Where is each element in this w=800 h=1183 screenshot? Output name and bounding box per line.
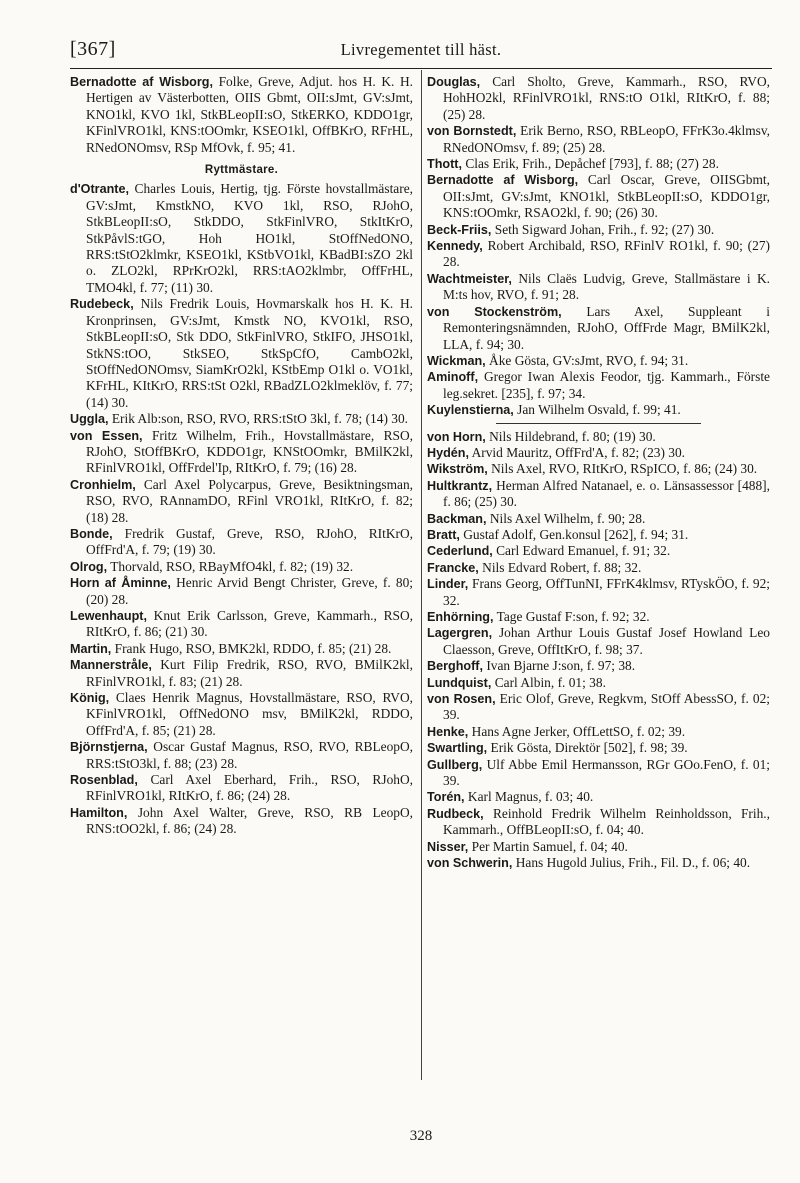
entry-details: Thorvald, RSO, RBayMfO4kl, f. 82; (19) 32.: [107, 558, 354, 574]
entry-name: Olrog,: [70, 559, 108, 574]
roster-entry: [70, 739, 413, 772]
entry-details: Gustaf Adolf, Gen.konsul [262], f. 94; 31.: [459, 526, 689, 542]
entry-details: Carl Oscar, Greve, OIISGbmt, OII:sJmt, GV:sJmt, KNO1kl, StkBLeopII:sO, KDDO1gr, KNS:tOOmkr, RSAO2kl, f. 90; (26) 30.: [443, 172, 770, 221]
entry-details: Erik Gösta, Direktör [502], f. 98; 39.: [487, 740, 688, 756]
entry-name: Bernadotte af Wisborg,: [70, 75, 213, 89]
entry-name: Gullberg,: [427, 757, 483, 772]
roster-entry: [427, 543, 770, 559]
roster-entry: [427, 675, 770, 691]
entry-name: Wachtmeister,: [427, 271, 512, 286]
entry-details: Kurt Filip Fredrik, RSO, RVO, BMilK2kl, RFinlVRO1kl, f. 83; (21) 28.: [86, 657, 413, 689]
right-column: [427, 74, 770, 872]
roster-entry: [70, 772, 413, 805]
roster-entry: [427, 691, 770, 724]
entry-details: Nils Fredrik Louis, Hovmarskalk hos H. K. H. Kronprinsen, GV:sJmt, Kmstk NO, KVO1kl, RSO, StkBLeopII:sO, Stk DDO, StkFinlVRO, StkIFO, JHSO1kl, StkNS:tOO, StkSEO, StkSpCfO, CambO2kl, StOffNedONOmsv, SiamKrO2kl, KStbEmp O1kl o. VO1kl, KFrHL, KItKrO, RRS:tSt O2kl, RBadZLO2klmeklöv, f. 77; (14) 30.: [86, 296, 413, 410]
entry-details: Robert Archibald, RSO, RFinlV RO1kl, f. 90; (27) 28.: [443, 238, 770, 270]
left-column: [70, 74, 413, 838]
entry-details: Carl Edward Emanuel, f. 91; 32.: [492, 543, 671, 559]
entry-name: Hydén,: [427, 445, 469, 460]
entry-name: Douglas,: [427, 75, 481, 89]
entry-name: Bratt,: [427, 527, 460, 542]
entry-name: von Schwerin,: [427, 856, 513, 871]
entry-name: Hultkrantz,: [427, 478, 493, 493]
entry-name: Bernadotte af Wisborg,: [427, 173, 579, 188]
entry-name: Lundquist,: [427, 675, 492, 690]
entry-details: Nils Claës Ludvig, Greve, Stallmästare i K. M:ts hov, RVO, f. 91; 28.: [443, 270, 770, 303]
entry-details: Reinhold Fredrik Wilhelm Reinholdsson, Frih., Kammarh., OffBLeopII:sO, f. 04; 40.: [443, 805, 770, 838]
roster-entry: [70, 657, 413, 690]
entry-details: Ivan Bjarne J:son, f. 97; 38.: [482, 658, 636, 674]
roster-entry: [427, 609, 770, 625]
entry-name: Kennedy,: [427, 239, 483, 254]
roster-entry: [427, 757, 770, 790]
roster-entry: [427, 724, 770, 740]
roster-entry: [427, 560, 770, 576]
roster-entry: [427, 445, 770, 461]
entry-details: Erik Berno, RSO, RBLeopO, FFrK3o.4klmsv, RNedONOmsv, f. 89; (25) 28.: [443, 123, 770, 155]
entry-details: Arvid Mauritz, OffFrd'A, f. 82; (23) 30.: [469, 444, 686, 460]
roster-entry: [427, 789, 770, 805]
entry-name: Rudbeck,: [427, 806, 484, 821]
entry-name: Wickman,: [427, 353, 486, 368]
entry-name: Nisser,: [427, 839, 469, 854]
roster-entry: [427, 461, 770, 477]
entry-details: Karl Magnus, f. 03; 40.: [464, 789, 594, 805]
page-title: Livregementet till häst.: [340, 40, 502, 59]
roster-entry: [427, 238, 770, 271]
entry-name: Thott,: [427, 157, 462, 172]
roster-entry: [70, 690, 413, 739]
entry-name: Wikström,: [427, 462, 488, 477]
entry-details: Nils Edvard Robert, f. 88; 32.: [478, 559, 642, 575]
entry-name: Backman,: [427, 511, 487, 526]
roster-entry: [427, 478, 770, 511]
entry-name: Hamilton,: [70, 805, 128, 820]
entry-name: Lewenhaupt,: [70, 609, 147, 623]
entry-details: Frank Hugo, RSO, BMK2kl, RDDO, f. 85; (21) 28.: [111, 640, 392, 656]
entry-details: Johan Arthur Louis Gustaf Josef Howland Leo Claesson, Greve, OffItKrO, f. 98; 37.: [443, 625, 770, 657]
entry-details: Frans Georg, OffTunNI, FFrK4klmsv, RTyskÖO, f. 92; 32.: [443, 576, 770, 608]
roster-entry: [70, 428, 413, 477]
entry-details: Hans Agne Jerker, OffLettSO, f. 02; 39.: [468, 723, 686, 739]
header-rule: [70, 68, 772, 69]
entry-name: von Horn,: [427, 429, 486, 444]
entry-details: Seth Sigward Johan, Frih., f. 92; (27) 30.: [491, 221, 715, 237]
roster-entry: [427, 806, 770, 839]
roster-entry: [70, 296, 413, 411]
entry-details: Jan Wilhelm Osvald, f. 99; 41.: [513, 402, 681, 418]
roster-entry: [70, 181, 413, 296]
entry-details: Fritz Wilhelm, Frih., Hovstallmästare, RSO, RJohO, StOffBKrO, KDDO1gr, KNStOOmkr, BMilK2kl, RFinlVRO1kl, OffFrdel'Ip, RItKrO, f. 79; (16) 28.: [86, 427, 413, 476]
roster-entry: [427, 172, 770, 221]
entry-details: Herman Alfred Natanael, e. o. Länsassessor [488], f. 86; (25) 30.: [443, 477, 770, 510]
roster-entry: [427, 123, 770, 156]
entry-details: Clas Erik, Frih., Depåchef [793], f. 88; (27) 28.: [461, 156, 719, 172]
entry-details: Henric Arvid Bengt Christer, Greve, f. 80; (20) 28.: [86, 575, 413, 607]
entry-name: Mannerstråle,: [70, 658, 152, 673]
entry-name: Björnstjerna,: [70, 740, 148, 755]
entry-details: Ulf Abbe Emil Hermansson, RGr GOo.FenO, f. 01; 39.: [443, 756, 770, 789]
entry-details: Per Martin Samuel, f. 04; 40.: [468, 838, 628, 854]
entry-name: König,: [70, 691, 110, 706]
roster-entry: [427, 855, 770, 871]
document-page: [70, 38, 772, 1158]
entry-details: Nils Axel Wilhelm, f. 90; 28.: [486, 510, 646, 526]
roster-entry: [70, 805, 413, 838]
entry-name: Beck-Friis,: [427, 222, 492, 237]
entry-details: Charles Louis, Hertig, tjg. Förste hovstallmästare, GV:sJmt, KmstkNO, KVO 1kl, RSO, RJohO, StkBLeopII:sO, StkDDO, StkFinlVRO, StkItKrO, StkPåvlS:tGO, Hoh HO1kl, StOffNedONO, RRS:tStO2klmkr, KSEO1kl, KStbVO1kl, KBadBI:sZO 2kl o. ZLO2kl, RPrKrO2kl, RRS:tAO2klmbr, OffFrHL, TMO4kl, f. 77; (11) 30.: [86, 181, 413, 295]
roster-entry: [70, 641, 413, 657]
entry-name: Berghoff,: [427, 659, 483, 674]
roster-entry: [427, 658, 770, 674]
roster-entry: [70, 526, 413, 559]
entry-details: Carl Albin, f. 01; 38.: [491, 674, 606, 690]
entry-details: Fredrik Gustaf, Greve, RSO, RJohO, RItKrO, OffFrd'A, f. 79; (19) 30.: [86, 525, 413, 558]
entry-name: Swartling,: [427, 741, 488, 756]
entry-details: Eric Olof, Greve, Regkvm, StOff AbessSO, f. 02; 39.: [443, 691, 770, 723]
entry-details: John Axel Walter, Greve, RSO, RB LeopO, RNS:tOO2kl, f. 86; (24) 28.: [86, 804, 413, 837]
entry-name: Bonde,: [70, 526, 113, 541]
page-header: [70, 38, 772, 64]
entry-details: Knut Erik Carlsson, Greve, Kammarh., RSO, RItKrO, f. 86; (21) 30.: [86, 608, 413, 640]
roster-entry: [70, 608, 413, 641]
entry-details: Nils Hildebrand, f. 80; (19) 30.: [485, 428, 656, 444]
entry-details: Carl Axel Polycarpus, Greve, Besiktningsman, RSO, RVO, RAnnamDO, RFinl VRO1kl, RItKrO, f. 82; (18) 28.: [86, 476, 413, 525]
roster-entry: [70, 575, 413, 608]
entry-name: von Rosen,: [427, 692, 496, 707]
entry-details: Folke, Greve, Adjut. hos H. K. H. Hertigen av Västerbotten, OIIS Gbmt, OII:sJmt, GV:sJmt, KNO1kl, KVO 1kl, StkBLeopII:sO, StkERKO, KDDO1gr, KFinlVRO1kl, KNS:tOOmkr, KSEO1kl, OffBKrO, RFrHL, RNedONOmsv, RSp MfOvk, f. 95; 41.: [86, 74, 413, 155]
roster-entry: [427, 576, 770, 609]
roster-entry: [427, 429, 770, 445]
roster-entry: [427, 527, 770, 543]
entry-details: Carl Sholto, Greve, Kammarh., RSO, RVO, HohHO2kl, RFinlVRO1kl, RNS:tO O1kl, RItKrO, f. 88; (25) 28.: [443, 74, 770, 122]
roster-entry: [70, 559, 413, 575]
roster-entry: [427, 839, 770, 855]
entry-name: Francke,: [427, 560, 479, 575]
roster-entry: [427, 156, 770, 172]
entry-name: Horn af Åminne,: [70, 576, 171, 591]
roster-entry: [427, 353, 770, 369]
roster-entry: [427, 511, 770, 527]
entry-name: d'Otrante,: [70, 182, 129, 197]
entry-details: Nils Axel, RVO, RItKrO, RSpICO, f. 86; (24) 30.: [487, 461, 758, 477]
entry-name: Uggla,: [70, 412, 109, 427]
entry-details: Åke Gösta, GV:sJmt, RVO, f. 94; 31.: [485, 352, 689, 368]
page-number: 328: [409, 1128, 433, 1144]
roster-entry: [427, 74, 770, 123]
entry-name: von Essen,: [70, 428, 143, 443]
roster-entry: [70, 411, 413, 427]
roster-entry: [70, 74, 413, 156]
entry-name: Martin,: [70, 641, 112, 656]
entry-name: Rudebeck,: [70, 297, 134, 312]
roster-entry: [427, 222, 770, 238]
entry-name: Aminoff,: [427, 370, 479, 385]
entry-details: Claes Henrik Magnus, Hovstallmästare, RSO, RVO, KFinlVRO1kl, OffNedONO msv, BMilK2kl, RDDO, OffFrd'A, f. 85; (21) 28.: [86, 690, 413, 738]
entry-name: Lagergren,: [427, 626, 493, 641]
roster-entry: [427, 740, 770, 756]
page-reference: [367]: [70, 38, 116, 60]
entry-name: Cronhielm,: [70, 477, 136, 492]
entry-details: Carl Axel Eberhard, Frih., RSO, RJohO, RFinlVRO1kl, RItKrO, f. 86; (24) 28.: [86, 772, 413, 804]
roster-entry: [427, 271, 770, 304]
roster-entry: [70, 477, 413, 526]
entry-name: Kuylenstierna,: [427, 403, 514, 418]
entry-details: Erik Alb:son, RSO, RVO, RRS:tStO 3kl, f. 78; (14) 30.: [108, 411, 408, 427]
entry-name: Rosenblad,: [70, 773, 138, 788]
entry-details: Lars Axel, Suppleant i Remonteringsnämnden, RJohO, OffFrde Magr, BMilK2kl, LLA, f. 94; 30.: [443, 303, 770, 352]
entry-name: Henke,: [427, 724, 469, 739]
entry-details: Tage Gustaf F:son, f. 92; 32.: [493, 609, 650, 624]
entry-details: Gregor Iwan Alexis Feodor, tjg. Kammarh., Förste leg.sekret. [235], f. 97; 34.: [443, 369, 770, 401]
entry-name: Torén,: [427, 790, 465, 805]
entry-details: Oscar Gustaf Magnus, RSO, RVO, RBLeopO, RRS:tStO3kl, f. 88; (23) 28.: [86, 739, 413, 771]
entry-name: Cederlund,: [427, 544, 493, 559]
section-heading: Ryttmästare.: [204, 164, 279, 177]
entry-name: Enhörning,: [427, 610, 494, 624]
roster-entry: [427, 402, 770, 418]
entry-details: Hans Hugold Julius, Frih., Fil. D., f. 06; 40.: [512, 855, 751, 871]
column-divider: [421, 70, 422, 1080]
roster-entry: [427, 304, 770, 353]
entry-name: Linder,: [427, 577, 469, 592]
roster-entry: [427, 369, 770, 402]
roster-entry: [427, 625, 770, 658]
entry-name: von Bornstedt,: [427, 124, 517, 139]
section-separator: [496, 423, 702, 424]
entry-name: von Stockenström,: [427, 304, 562, 319]
